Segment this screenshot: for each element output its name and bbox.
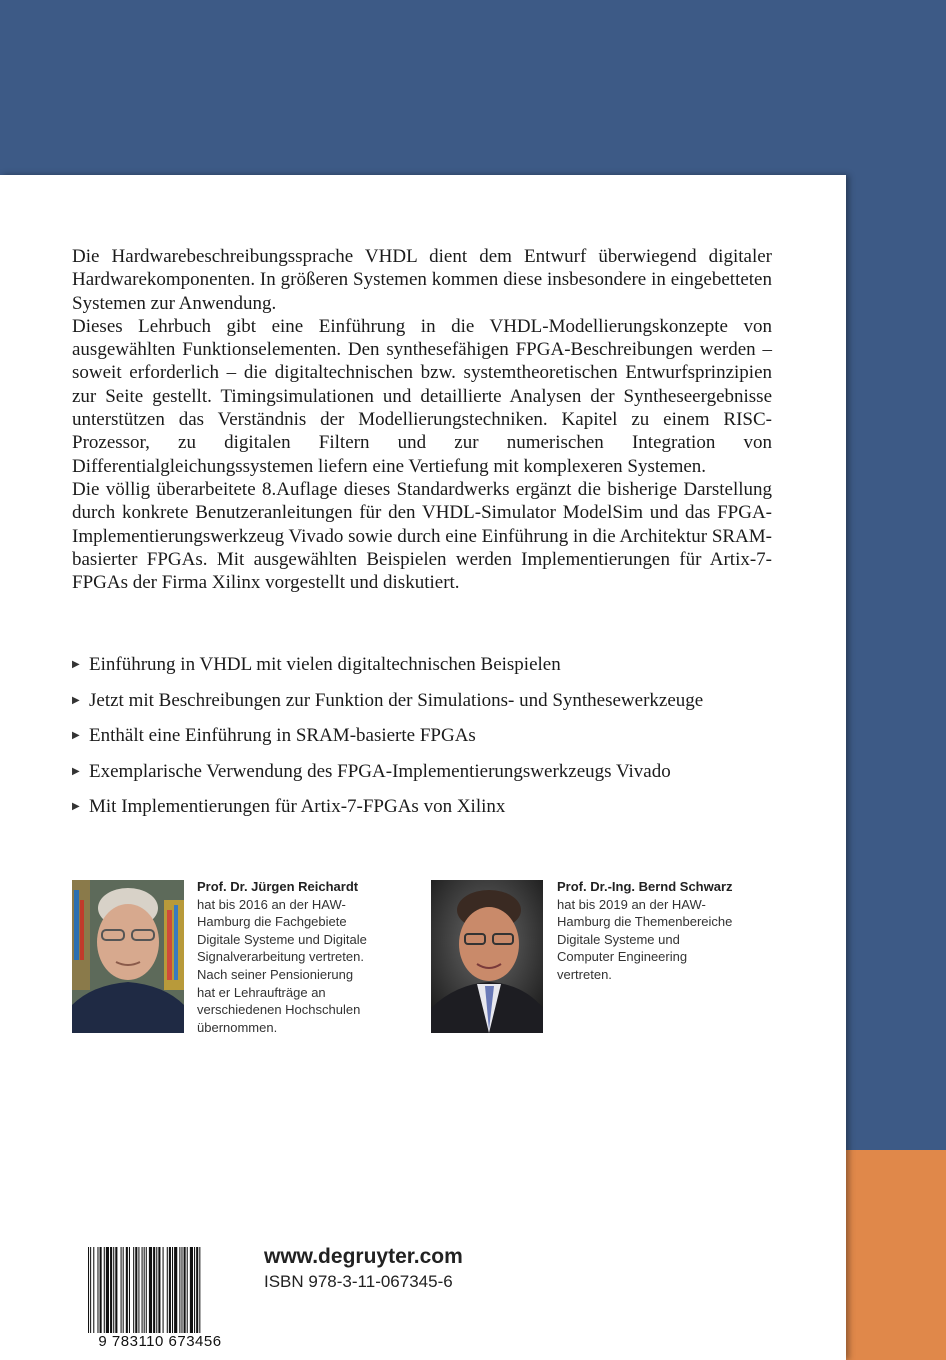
feature-text: Einführung in VHDL mit vielen digitaltechnischen Beispielen	[89, 654, 561, 675]
barcode-bar	[142, 1247, 143, 1335]
barcode-bar	[126, 1247, 128, 1335]
isbn-barcode	[86, 1247, 234, 1345]
barcode-digits: 9 783110 673456	[86, 1333, 234, 1350]
barcode-bar	[156, 1247, 157, 1335]
barcode-bar	[113, 1247, 114, 1335]
barcode-bar	[167, 1247, 168, 1335]
back-cover-panel	[0, 175, 846, 1360]
publisher-website: www.degruyter.com	[264, 1245, 463, 1268]
barcode-bar	[100, 1247, 102, 1335]
barcode-bar	[138, 1247, 139, 1335]
triangle-bullet-icon: ▶	[72, 659, 80, 670]
feature-item	[72, 653, 792, 689]
isbn-number: ISBN 978-3-11-067345-6	[264, 1272, 453, 1291]
feature-text: Jetzt mit Beschreibungen zur Funktion der Simulations- und Synthesewerkzeuge	[89, 689, 704, 711]
feature-item	[72, 760, 792, 796]
barcode-bar	[123, 1247, 124, 1335]
barcode-bar	[196, 1247, 198, 1335]
author-name: Prof. Dr. Jürgen Reichardt	[197, 879, 359, 894]
barcode-bar	[187, 1247, 188, 1335]
triangle-bullet-icon: ▶	[72, 730, 80, 741]
feature-item	[72, 724, 792, 760]
barcode-bar	[149, 1247, 152, 1335]
barcode-bar	[169, 1247, 171, 1335]
barcode-bar	[163, 1247, 164, 1335]
orange-accent-band	[846, 1150, 946, 1360]
barcode-bar	[179, 1247, 180, 1335]
barcode-bar	[88, 1247, 89, 1345]
barcode-bar	[172, 1247, 173, 1335]
barcode-bar	[194, 1247, 195, 1335]
feature-text: Mit Implementierungen für Artix-7-FPGAs von Xilinx	[89, 796, 506, 817]
description-text	[72, 245, 772, 594]
barcode-bar	[174, 1247, 177, 1335]
triangle-bullet-icon: ▶	[72, 765, 80, 777]
barcode-bar	[135, 1247, 137, 1335]
description-paragraph-1: Die Hardwarebeschreibungssprache VHDL dient dem Entwurf überwiegend digitaler Hardwarekomponenten. In größeren Systemen kommen diese insbesondere in eingebetteten Systemen zur Anwendung.	[72, 246, 772, 314]
feature-item	[72, 689, 792, 725]
barcode-bar	[97, 1247, 98, 1335]
feature-text: Exemplarische Verwendung des FPGA-Implementierungswerkzeugs Vivado	[89, 760, 671, 782]
barcode-bar	[199, 1247, 200, 1345]
barcode-bar	[106, 1247, 109, 1335]
author-bio-schwarz	[557, 878, 787, 984]
barcode-bar	[110, 1247, 112, 1335]
triangle-bullet-icon: ▶	[72, 801, 80, 812]
feature-text: Enthält eine Einführung in SRAM-basierte FPGAs	[89, 725, 476, 746]
barcode-bar	[184, 1247, 186, 1335]
barcode-bar	[144, 1247, 145, 1345]
description-paragraph-2: Dieses Lehrbuch gibt eine Einführung in die VHDL-Modellierungskonzepte von ausgewählten Funktionselementen. Den synthesefähigen FPGA-Beschreibungen werden – soweit erforderlich – die digitaltechnischen bzw. systemtheoretischen Entwurfsprinzipien zur Seite gestellt. Timingsimulationen und detaillierte Analysen der Syntheseergebnisse unterstützen das Verständnis der Modellierungstechniken. Kapitel zu einem RISC-Prozessor, zu digitalen Filtern und zur numerischen Integration von Differentialgleichungssystemen liefern eine Vertiefung mit komplexeren Systemen.	[72, 315, 772, 477]
barcode-bar	[153, 1247, 155, 1335]
barcode-bar	[121, 1247, 122, 1335]
barcode-bar	[133, 1247, 134, 1335]
barcode-bar	[104, 1247, 105, 1335]
barcode-bar	[181, 1247, 182, 1335]
barcode-bar	[90, 1247, 91, 1345]
triangle-bullet-icon: ▶	[72, 694, 80, 706]
author-name: Prof. Dr.-Ing. Bernd Schwarz	[557, 879, 733, 894]
description-paragraph-3: Die völlig überarbeitete 8.Auflage dieses Standardwerks ergänzt die bisherige Darstellung durch konkrete Benutzeranleitungen für den VHDL-Simulator ModelSim und das FPGA-Implementierungswerkzeug Vivado sowie durch eine Einführung in die Architektur SRAM-basierter FPGAs. Mit ausgewählten Beispielen werden Implementierungen für Artix-7-FPGAs der Firma Xilinx vorgestellt und diskutiert.	[72, 478, 772, 594]
author-bio-text: hat bis 2019 an der HAW- Hamburg die Themenbereiche Digitale Systeme und Computer Engineering vertreten.	[557, 896, 733, 982]
barcode-bar	[190, 1247, 193, 1335]
feature-list	[72, 653, 792, 831]
barcode-bar	[158, 1247, 160, 1335]
author-bio-text: hat bis 2016 an der HAW- Hamburg die Fachgebiete Digitale Systeme und Digitale Signalverarbeitung vertreten. Nach seiner Pensionierung hat er Lehraufträge an verschiedenen Hochschulen übernommen.	[197, 896, 367, 1035]
author-photo-reichardt	[72, 880, 184, 1033]
barcode-bar	[93, 1247, 94, 1335]
feature-item	[72, 795, 792, 831]
barcode-bar	[146, 1247, 147, 1345]
barcode-bar	[115, 1247, 117, 1335]
barcode-bar	[129, 1247, 130, 1335]
author-bio-reichardt	[197, 878, 417, 1036]
author-photo-schwarz	[431, 880, 543, 1033]
